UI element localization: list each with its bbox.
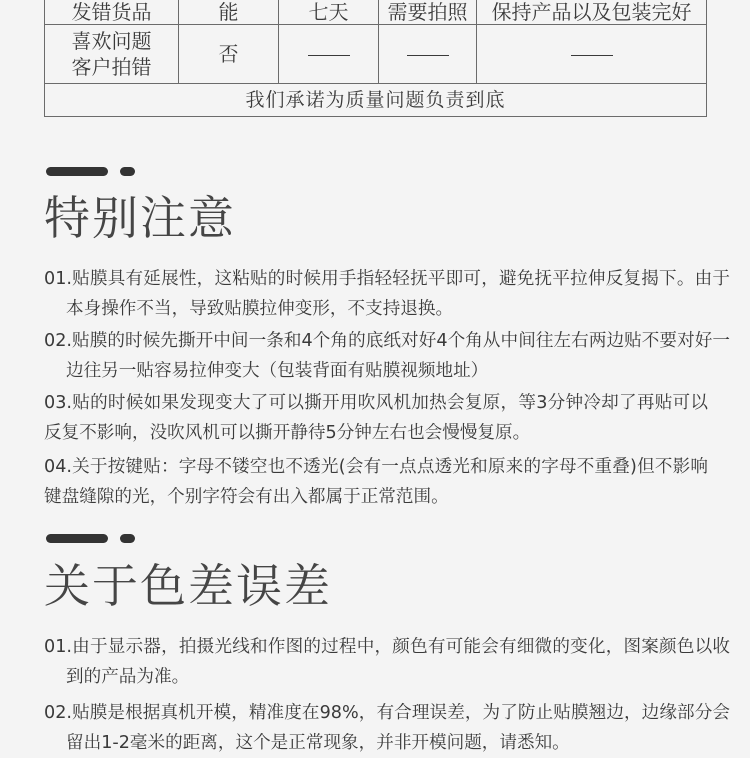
notice-item (44, 326, 730, 386)
return-policy-table (44, 0, 707, 117)
dash-placeholder (407, 55, 449, 57)
notice-item (44, 698, 730, 758)
table-footer-row (45, 84, 707, 117)
table-row (45, 0, 707, 25)
notice-item (44, 452, 708, 512)
notice-number: 04. (44, 457, 72, 477)
notice-text: 贴的时候如果发现变大了可以撕开用吹风机加热会复原，等3分钟冷却了再贴可以反复不影响，没吹风机可以撕开静待5分钟左右也会慢慢复原。 (44, 393, 708, 443)
table-cell (279, 25, 379, 84)
notice-text: 贴膜的时候先撕开中间一条和4个角的底纸对好4个角从中间往左右两边贴不要对好一边往另一贴容易拉伸变大（包装背面有贴膜视频地址） (66, 331, 730, 381)
notice-item (44, 632, 730, 692)
notice-number: 01. (44, 269, 72, 289)
table-footer-text: 我们承诺为质量问题负责到底 (45, 84, 707, 117)
decoration-dot (120, 534, 135, 543)
decoration-bar (46, 534, 108, 543)
notice-text: 贴膜是根据真机开模，精准度在98%，有合理误差，为了防止贴膜翘边，边缘部分会留出1-2毫米的距离，这个是正常现象，并非开模问题，请悉知。 (66, 703, 730, 753)
notice-text: 贴膜具有延展性，这粘贴的时候用手指轻轻抚平即可，避免抚平拉伸反复揭下。由于本身操作不当，导致贴膜拉伸变形，不支持退换。 (66, 269, 730, 319)
notice-number: 02. (44, 331, 72, 351)
table-cell: 发错货品 (45, 0, 179, 25)
table-cell: 需要拍照 (379, 0, 477, 25)
notice-item (44, 264, 730, 324)
notice-text: 关于按键贴：字母不镂空也不透光(会有一点点透光和原来的字母不重叠)但不影响键盘缝隙的光，个别字符会有出入都属于正常范围。 (44, 457, 708, 507)
section-title-color: 关于色差误差 (44, 559, 332, 613)
table-cell: 保持产品以及包装完好 (477, 0, 707, 25)
notice-text: 由于显示器，拍摄光线和作图的过程中，颜色有可能会有细微的变化，图案颜色以收到的产品为准。 (66, 637, 730, 687)
table-cell: 喜欢问题 客户拍错 (45, 25, 179, 84)
notice-number: 03. (44, 393, 72, 413)
table-cell (379, 25, 477, 84)
dash-placeholder (571, 55, 613, 57)
section-title-special: 特别注意 (44, 191, 236, 245)
table-cell: 能 (179, 0, 279, 25)
notice-number: 01. (44, 637, 72, 657)
decoration-dot (120, 167, 135, 176)
table-cell (477, 25, 707, 84)
notice-number: 02. (44, 703, 72, 723)
notice-item (44, 388, 708, 448)
dash-placeholder (308, 55, 350, 57)
table-cell: 否 (179, 25, 279, 84)
decoration-bar (46, 167, 108, 176)
table-row (45, 25, 707, 84)
table-cell: 七天 (279, 0, 379, 25)
